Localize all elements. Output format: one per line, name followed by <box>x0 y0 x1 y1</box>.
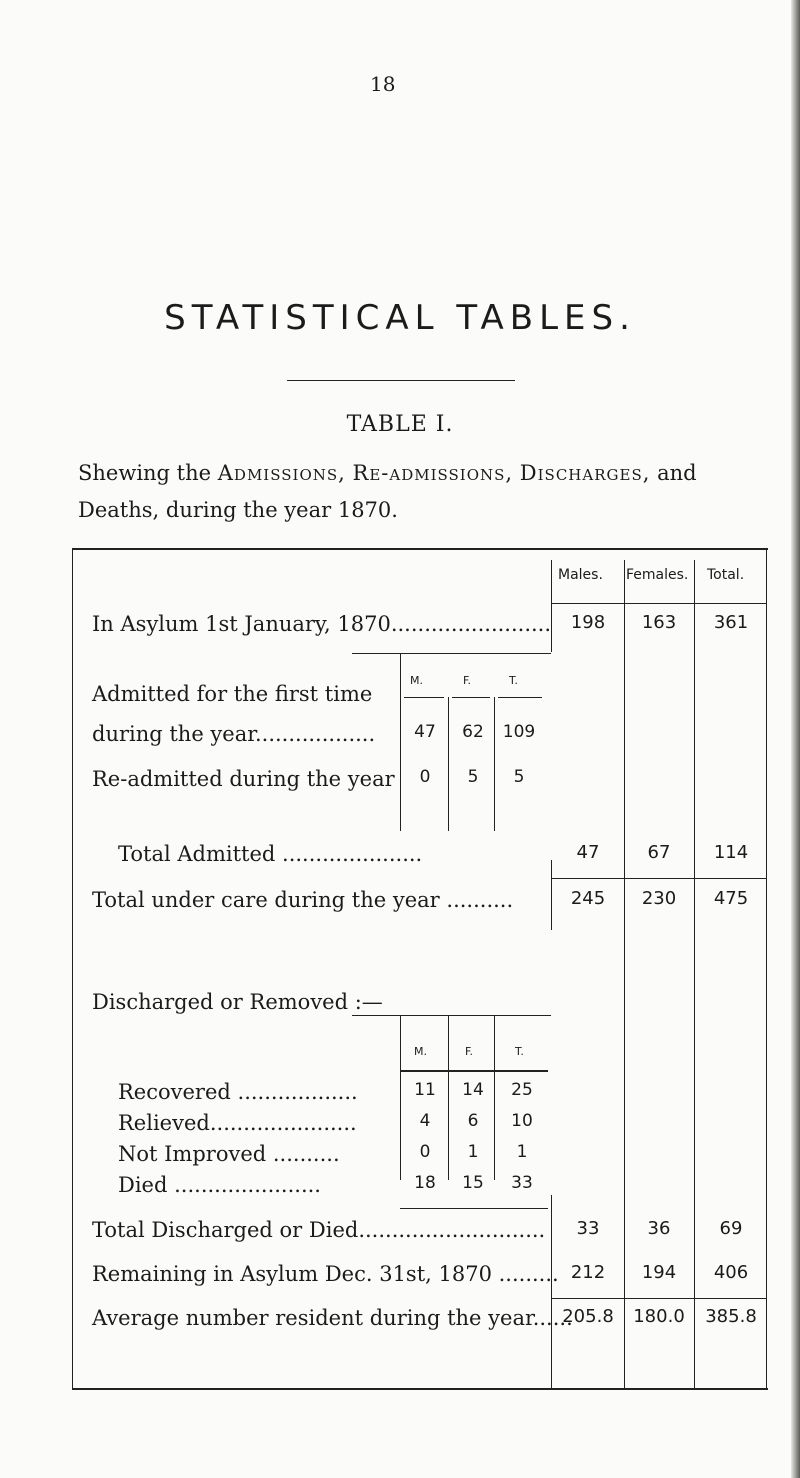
cell-t: 1 <box>516 1142 528 1162</box>
sub-col-sep <box>494 697 495 831</box>
row-label-in-asylum: In Asylum 1st January, 1870........................ <box>92 612 552 636</box>
table-top-border <box>72 548 768 550</box>
col-header-total: Total. <box>707 567 745 583</box>
col-sep <box>694 560 695 1388</box>
cell-total: 361 <box>713 612 749 633</box>
cell-total: 406 <box>713 1262 749 1283</box>
cell-total: 114 <box>713 842 749 863</box>
row-label-total-discharged: Total Discharged or Died............................ <box>92 1218 546 1242</box>
cell-f: 62 <box>462 722 484 742</box>
row-label-readmitted: Re-admitted during the year <box>92 767 395 791</box>
cell-f: 5 <box>467 767 479 787</box>
cell-m: 47 <box>414 722 436 742</box>
row-label-average: Average number resident during the year...... <box>92 1306 573 1330</box>
table-left-border <box>72 548 73 1388</box>
cell-males: 245 <box>570 888 606 909</box>
rule <box>352 653 551 654</box>
sub-header-m: M. <box>414 1045 427 1058</box>
table-description: Shewing the Admissions, Re-admissions, Discharges, and Deaths, during the year 1870. <box>78 461 697 522</box>
cell-total: 69 <box>719 1218 743 1239</box>
cell-m: 0 <box>419 1142 431 1162</box>
table-right-border <box>766 548 767 1388</box>
col-sep <box>551 860 552 930</box>
cell-males: 212 <box>570 1262 606 1283</box>
cell-f: 6 <box>467 1111 479 1131</box>
cell-males: 33 <box>576 1218 600 1239</box>
rule <box>404 697 444 698</box>
rule <box>400 1070 548 1072</box>
sub-header-f: F. <box>463 674 472 687</box>
cell-males: 47 <box>576 842 600 863</box>
cell-t: 25 <box>511 1080 533 1100</box>
cell-f: 1 <box>467 1142 479 1162</box>
cell-females: 36 <box>647 1218 671 1239</box>
cell-total: 385.8 <box>705 1306 757 1327</box>
page-edge-shadow <box>791 0 800 1478</box>
sub-header-f: F. <box>465 1045 474 1058</box>
rule <box>400 1208 548 1209</box>
cell-females: 180.0 <box>633 1306 685 1327</box>
cell-males: 198 <box>570 612 606 633</box>
row-label-admitted-line1: Admitted for the first time <box>92 682 373 706</box>
cell-t: 33 <box>511 1173 533 1193</box>
row-label-not-improved: Not Improved .......... <box>118 1142 340 1166</box>
col-header-females: Females. <box>626 567 689 583</box>
cell-females: 67 <box>647 842 671 863</box>
cell-females: 230 <box>641 888 677 909</box>
cell-t: 10 <box>511 1111 533 1131</box>
cell-total: 475 <box>713 888 749 909</box>
row-label-total-admitted: Total Admitted ..................... <box>118 842 423 866</box>
rule <box>498 697 542 698</box>
cell-females: 163 <box>641 612 677 633</box>
cell-t: 5 <box>513 767 525 787</box>
sub-header-m: M. <box>410 674 423 687</box>
cell-females: 194 <box>641 1262 677 1283</box>
cell-m: 11 <box>414 1080 436 1100</box>
row-label-remaining: Remaining in Asylum Dec. 31st, 1870 ......... <box>92 1262 559 1286</box>
header-underline <box>551 603 766 604</box>
sub-header-t: T. <box>509 674 518 687</box>
rule <box>551 1298 766 1299</box>
page-number: 18 <box>370 72 396 96</box>
sub-col-sep <box>400 653 401 831</box>
cell-f: 15 <box>462 1173 484 1193</box>
cell-m: 4 <box>419 1111 431 1131</box>
table-bottom-border <box>72 1388 768 1390</box>
title-rule <box>287 380 515 381</box>
row-label-died: Died ...................... <box>118 1173 321 1197</box>
row-label-relieved: Relieved...................... <box>118 1111 357 1135</box>
cell-males: 205.8 <box>562 1306 614 1327</box>
row-label-total-under-care: Total under care during the year .......... <box>92 888 514 912</box>
cell-t: 109 <box>502 722 536 742</box>
cell-m: 18 <box>414 1173 436 1193</box>
rule <box>452 697 490 698</box>
rule <box>551 878 766 879</box>
sub-col-sep <box>448 697 449 831</box>
col-header-males: Males. <box>558 567 603 583</box>
cell-f: 14 <box>462 1080 484 1100</box>
page-title: STATISTICAL TABLES. <box>164 298 636 338</box>
col-sep <box>551 560 552 652</box>
rule <box>352 1015 551 1016</box>
table-title: TABLE I. <box>346 412 454 437</box>
cell-m: 0 <box>419 767 431 787</box>
row-label-recovered: Recovered .................. <box>118 1080 358 1104</box>
section-heading-discharged: Discharged or Removed :— <box>92 990 383 1014</box>
sub-header-t: T. <box>515 1045 524 1058</box>
row-label-admitted-line2: during the year.................. <box>92 722 376 746</box>
